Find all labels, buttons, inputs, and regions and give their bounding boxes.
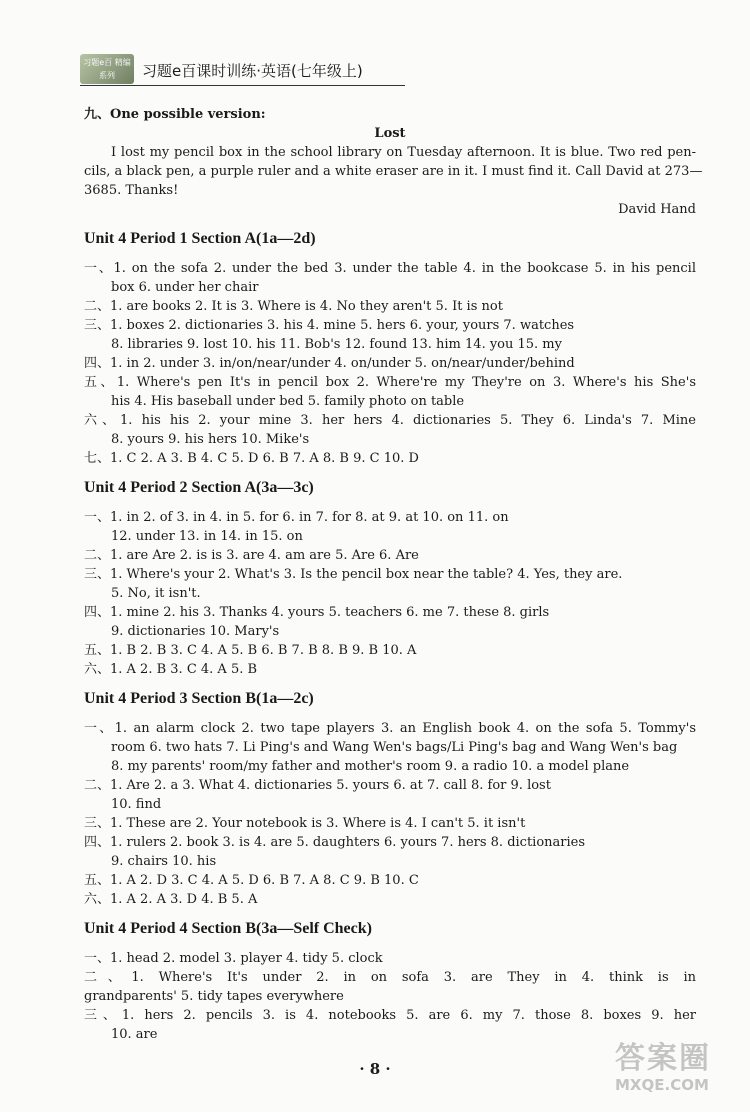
essay-line: cils, a black pen, a purple ruler and a white eraser are in it. I must find it. Call David at 273— — [84, 164, 703, 179]
answer-line: room 6. two hats 7. Li Ping's and Wang Wen's bags/Li Ping's bag and Wang Wen's bag — [111, 740, 678, 755]
units-container — [84, 229, 696, 1044]
essay-line: I lost my pencil box in the school library on Tuesday afternoon. It is blue. Two red pen- — [111, 145, 696, 160]
answer-line: 二、1. are Are 2. is is 3. are 4. am are 5. Are 6. Are — [84, 548, 419, 563]
unit-section-title: Unit 4 Period 4 Section B(3a—Self Check) — [84, 920, 372, 937]
watermark-url: MXQE.COM — [615, 1076, 709, 1094]
answer-line: his 4. His baseball under bed 5. family photo on table — [111, 394, 465, 409]
answer-line: grandparents' 5. tidy tapes everywhere — [84, 989, 344, 1004]
book-title: 习题e百课时训练·英语(七年级上) — [142, 62, 363, 80]
unit-section-title: Unit 4 Period 1 Section A(1a—2d) — [84, 230, 316, 247]
answer-line: 五、1. A 2. D 3. C 4. A 5. D 6. B 7. A 8. C 9. B 10. C — [84, 873, 419, 888]
answer-line: 一、1. head 2. model 3. player 4. tidy 5. clock — [84, 951, 383, 966]
answer-line: 一、1. an alarm clock 2. two tape players 3. an English book 4. on the sofa 5. Tommy's — [84, 721, 696, 736]
answer-line: 六、1. A 2. A 3. D 4. B 5. A — [84, 892, 258, 907]
answer-line: 12. under 13. in 14. in 15. on — [111, 529, 303, 544]
unit-section-title: Unit 4 Period 2 Section A(3a—3c) — [84, 479, 314, 496]
answer-line: 五、1. B 2. B 3. C 4. A 5. B 6. B 7. B 8. B 9. B 10. A — [84, 643, 417, 658]
answer-line: box 6. under her chair — [111, 280, 259, 295]
answer-line: 三、1. These are 2. Your notebook is 3. Where is 4. I can't 5. it isn't — [84, 816, 526, 831]
answer-line: 四、1. mine 2. his 3. Thanks 4. yours 5. teachers 6. me 7. these 8. girls — [84, 605, 550, 620]
answer-line: 七、1. C 2. A 3. B 4. C 5. D 6. B 7. A 8. B 9. C 10. D — [84, 451, 419, 466]
watermark-text: 答案圈 — [615, 1041, 711, 1076]
answer-line: 三、1. hers 2. pencils 3. is 4. notebooks 5. are 6. my 7. those 8. boxes 9. her — [84, 1008, 696, 1023]
page-number: · 8 · — [359, 1060, 391, 1078]
series-logo: 习题e百 精编系列 — [80, 54, 134, 84]
answer-line: 二、1. Are 2. a 3. What 4. dictionaries 5. yours 6. at 7. call 8. for 9. lost — [84, 778, 551, 793]
answer-line: 8. libraries 9. lost 10. his 11. Bob's 12. found 13. him 14. you 15. my — [111, 337, 562, 352]
unit-section-title: Unit 4 Period 3 Section B(1a—2c) — [84, 690, 314, 707]
section-nine-heading: 九、One possible version: — [84, 107, 266, 122]
answer-line: 一、1. on the sofa 2. under the bed 3. under the table 4. in the bookcase 5. in his pencil — [84, 261, 696, 276]
answer-line: 四、1. in 2. under 3. in/on/near/under 4. on/under 5. on/near/under/behind — [84, 356, 575, 371]
essay-signature: David Hand — [618, 202, 696, 217]
answer-line: 四、1. rulers 2. book 3. is 4. are 5. daughters 6. yours 7. hers 8. dictionaries — [84, 835, 586, 850]
answer-line: 10. find — [111, 797, 162, 812]
answer-content — [84, 105, 703, 1044]
answer-line: 三、1. boxes 2. dictionaries 3. his 4. mine 5. hers 6. your, yours 7. watches — [84, 318, 575, 333]
answer-line: 9. dictionaries 10. Mary's — [111, 624, 280, 639]
answer-line: 二、1. Where's It's under 2. in on sofa 3. are They in 4. think is in — [84, 970, 696, 985]
essay-line: 3685. Thanks! — [84, 183, 179, 198]
answer-line: 六、1. A 2. B 3. C 4. A 5. B — [84, 662, 258, 677]
answer-line: 五、1. Where's pen It's in pencil box 2. Where're my They're on 3. Where's his She's — [84, 375, 696, 390]
header-rule — [80, 85, 405, 86]
answer-line: 一、1. in 2. of 3. in 4. in 5. for 6. in 7. for 8. at 9. at 10. on 11. on — [84, 510, 509, 525]
page-header — [80, 54, 410, 86]
answer-line: 10. are — [111, 1027, 158, 1042]
answer-line: 9. chairs 10. his — [111, 854, 217, 869]
answer-line: 8. my parents' room/my father and mother's room 9. a radio 10. a model plane — [111, 759, 630, 774]
answer-line: 六、1. his his 2. your mine 3. her hers 4. dictionaries 5. They 6. Linda's 7. Mine — [84, 413, 696, 428]
answer-line: 二、1. are books 2. It is 3. Where is 4. No they aren't 5. It is not — [84, 299, 503, 314]
watermark-logo — [615, 1042, 743, 1102]
answer-line: 8. yours 9. his hers 10. Mike's — [111, 432, 310, 447]
answer-line: 三、1. Where's your 2. What's 3. Is the pencil box near the table? 4. Yes, they are. — [84, 567, 623, 582]
essay-title: Lost — [374, 126, 406, 141]
answer-line: 5. No, it isn't. — [111, 586, 201, 601]
